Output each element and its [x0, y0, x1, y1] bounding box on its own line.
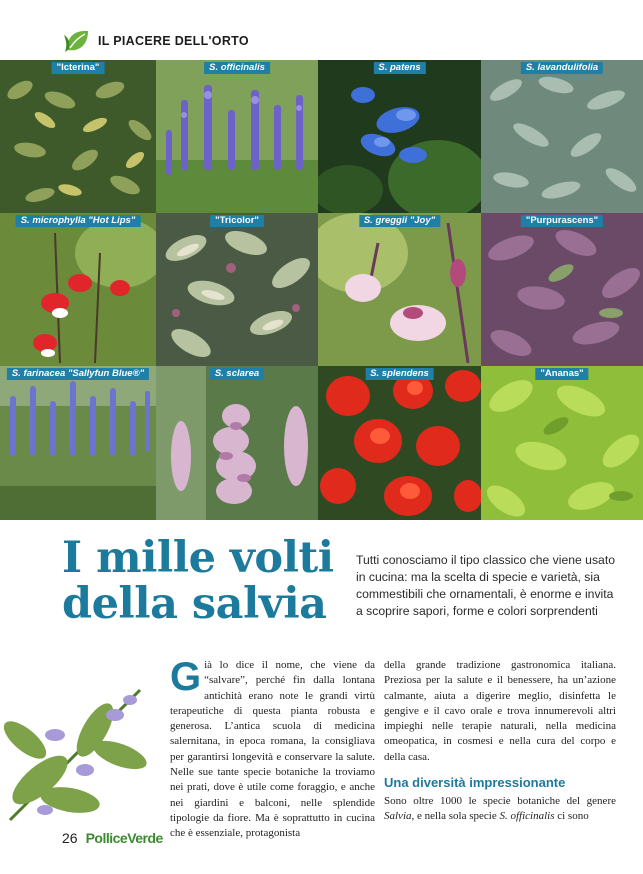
photo-label: S. officinalis: [204, 62, 270, 74]
body-text: della grande tradizione gastronomica italiana. Preziosa per la salute e il benessere, ha un’azione calmante, aiuta a digerire meglio, disinfetta le gengive e il cavo orale e trova innumerevoli altri impieghi nelle terapie naturali, nella medicina omeopatica, in cosmesi e nella cura del corpo e della casa.: [384, 659, 616, 763]
body-text: ià lo dice il nome, che viene da “salvare”, perché fin dalla lontana antichità erano note le grandi virtù terapeutiche di questa pianta robusta e generosa. L’antica scuola di medicina salernitana, in epoca romana, la consigliava per garantirsi longevità e conservare la salute. Nelle sue tante specie botaniche la troviamo nei prati, dove è utile come foraggio, e anche nei giardini e balconi, nelle splendide tipologie da fiore. Ma è soprattutto in cucina che è essenziale, protagonista: [170, 659, 375, 840]
drop-cap: G: [170, 655, 202, 699]
leaf-icon: [62, 26, 92, 56]
text-run: Sono oltre 1000 le specie botaniche del genere: [384, 795, 616, 808]
page-number: 26: [62, 830, 78, 846]
photo-label: S. microphylla "Hot Lips": [16, 215, 141, 227]
article-title: [62, 535, 362, 627]
photo-label: S. farinacea "Sallyfun Blue®": [7, 368, 149, 380]
article-intro: Tutti conosciamo il tipo classico che viene usato in cucina: ma la scelta di specie e varietà, sia commestibili che ornamentali, è enorme e invita a scoprire sapori, forme e colori sorprendenti: [356, 553, 615, 618]
subheading: Una diversità impressionante: [384, 775, 566, 791]
photo-label: S. lavandulifolia: [521, 62, 603, 74]
photo-tricolor: [156, 213, 318, 366]
page-footer: [62, 830, 163, 846]
photo-sclarea: [156, 366, 318, 520]
photo-label: S. sclarea: [210, 368, 264, 380]
body-column-1: [170, 655, 375, 842]
photo-patens: [318, 60, 481, 213]
photo-label: "Icterina": [52, 62, 105, 74]
title-line-1: I mille volti: [62, 533, 334, 583]
photo-label: S. greggii "Joy": [359, 215, 440, 227]
photo-farinacea: [0, 366, 156, 520]
photo-greggii-joy: [318, 213, 481, 366]
text-run: ci sono: [554, 810, 589, 823]
photo-icterina: [0, 60, 156, 213]
photo-lavandulifolia: [481, 60, 643, 213]
body-text-continued: [384, 794, 616, 825]
photo-label: S. patens: [373, 62, 425, 74]
text-run-italic: Salvia: [384, 810, 412, 823]
photo-label: S. splendens: [365, 368, 434, 380]
body-column-2: [384, 658, 616, 825]
photo-officinalis: [156, 60, 318, 213]
section-header: [62, 24, 249, 58]
photo-purpurascens: [481, 213, 643, 366]
photo-label: "Tricolor": [210, 215, 264, 227]
section-label: IL PIACERE DELL'ORTO: [98, 34, 249, 48]
photo-label: "Ananas": [535, 368, 588, 380]
photo-hot-lips: [0, 213, 156, 366]
photo-ananas: [481, 366, 643, 520]
title-line-2: della salvia: [62, 579, 327, 629]
magazine-logo: PolliceVerde: [85, 830, 163, 846]
sage-sprig-illustration: [0, 660, 165, 830]
photo-splendens: [318, 366, 481, 520]
photo-label: "Purpurascens": [521, 215, 603, 227]
text-run: , e nella sola specie: [411, 810, 500, 823]
text-run-italic: S. officinalis: [499, 810, 555, 823]
photo-grid: [0, 60, 643, 520]
